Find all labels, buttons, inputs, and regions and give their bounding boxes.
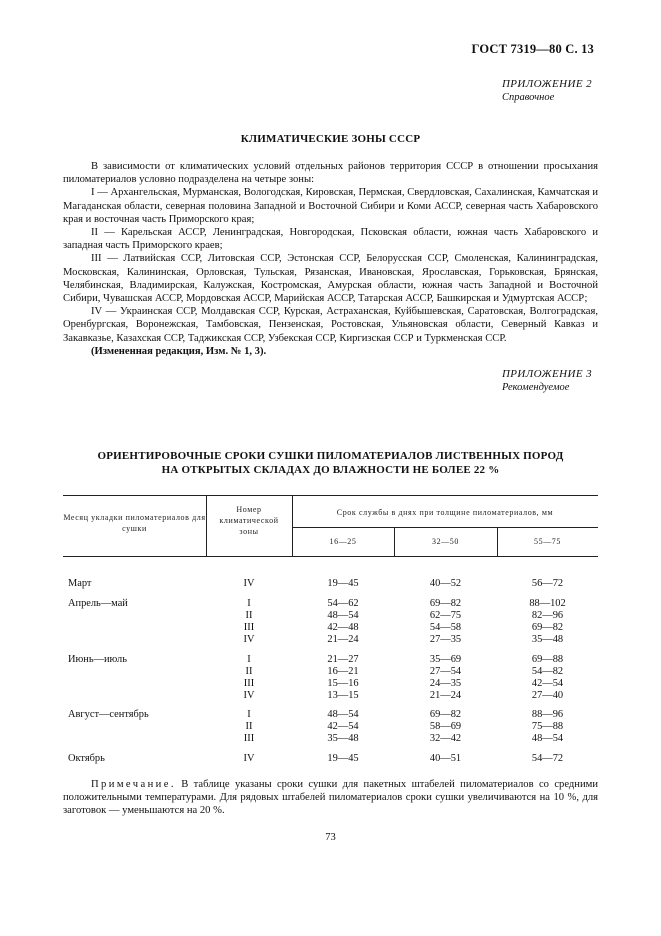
cell-value: 48—54	[531, 733, 564, 744]
cell-zone: I	[247, 598, 251, 609]
section-1-title: КЛИМАТИЧЕСКИЕ ЗОНЫ СССР	[240, 133, 421, 145]
column-header-thickness: 16—25	[329, 537, 357, 546]
table-note-paragraph	[63, 778, 598, 818]
section-1-paragraph: IV — Украинская ССР, Молдавская ССР, Курская, Астраханская, Куйбышевская, Саратовская, Волгоградская, Оренбургская, Воронежская, Тамбовская, Пензенская, Ростовская, Ульяновская области, Северный Кавказ и Закавказье, Казахская ССР, Таджикская ССР, Узбекская ССР, Киргизская ССР и Туркменская ССР.	[63, 306, 598, 344]
cell-month: Март	[68, 578, 92, 589]
table-title-line-2: НА ОТКРЫТЫХ СКЛАДАХ ДО ВЛАЖНОСТИ НЕ БОЛЕЕ 22 %	[161, 464, 500, 476]
table-title	[0, 449, 661, 477]
cell-zone: II	[245, 721, 253, 732]
cell-value: 35—48	[327, 733, 359, 744]
column-header-term: Срок службы в днях при толщине пиломатериалов, мм	[336, 508, 554, 517]
note-label: Примечание.	[91, 779, 176, 790]
cell-value: 32—42	[429, 733, 462, 744]
cell-value: 35—48	[531, 634, 564, 645]
cell-value: 16—21	[327, 666, 359, 677]
cell-value: 21—24	[327, 634, 359, 645]
appendix-3-subtitle: Рекомендуемое	[501, 382, 570, 393]
section-1-body	[63, 160, 598, 358]
cell-value: 40—52	[429, 578, 462, 589]
cell-value: 19—45	[327, 753, 359, 764]
cell-value: 82—96	[531, 610, 564, 621]
cell-zone: II	[245, 666, 253, 677]
column-header-month: Месяц укладки пиломатериалов для сушки	[63, 513, 206, 533]
cell-value: 42—54	[327, 721, 359, 732]
cell-value: 88—102	[529, 598, 566, 609]
cell-value: 24—35	[429, 678, 462, 689]
cell-value: 58—69	[429, 721, 462, 732]
cell-value: 42—54	[531, 678, 564, 689]
cell-value: 69—82	[531, 622, 564, 633]
cell-month: Октябрь	[68, 753, 105, 764]
page-header: ГОСТ 7319—80 С. 13	[471, 42, 594, 56]
cell-value: 19—45	[327, 578, 359, 589]
appendix-2-subtitle: Справочное	[501, 92, 555, 103]
appendix-3-title: ПРИЛОЖЕНИЕ 3	[501, 368, 592, 380]
cell-zone: IV	[243, 753, 255, 764]
cell-value: 21—27	[327, 654, 359, 665]
column-header-thickness: 32—50	[432, 537, 459, 546]
cell-value: 62—75	[429, 610, 462, 621]
cell-value: 54—62	[327, 598, 359, 609]
cell-zone: II	[245, 610, 253, 621]
cell-value: 75—88	[531, 721, 564, 732]
cell-value: 56—72	[531, 578, 564, 589]
table-top-rule	[63, 495, 598, 496]
cell-month: Апрель—май	[68, 598, 128, 609]
cell-value: 88—96	[531, 709, 564, 720]
table-header-bottom-rule	[63, 556, 598, 557]
column-header-zone: Номер климатической зоны	[219, 505, 279, 536]
section-1-paragraph: III — Латвийская ССР, Литовская ССР, Эстонская ССР, Белорусская ССР, Смоленская, Калининградская, Московская, Калининская, Орловская, Тульская, Рязанская, Ивановская, Ярославская, Горьковская, Брянская, Челябинская, Владимирская, Калужская, Костромская, Амурская области, южная часть Западной и Восточной Сибири, Чувашская АССР, Мордовская АССР, Марийская АССР, Татарская АССР, Башкирская и Удмуртская АССР;	[63, 253, 598, 305]
appendix-2-label	[502, 77, 592, 105]
cell-value: 69—82	[429, 709, 462, 720]
cell-value: 27—54	[429, 666, 462, 677]
table-subheader-rule	[292, 527, 598, 528]
cell-value: 54—58	[429, 622, 462, 633]
column-header-thickness: 55—75	[534, 537, 561, 546]
cell-value: 21—24	[429, 690, 462, 701]
cell-value: 27—40	[531, 690, 564, 701]
cell-zone: III	[243, 622, 255, 633]
cell-month: Август—сентябрь	[68, 709, 149, 720]
cell-zone: I	[247, 654, 251, 665]
cell-value: 40—51	[429, 753, 462, 764]
drying-times-table	[63, 495, 598, 770]
cell-value: 54—82	[531, 666, 564, 677]
cell-value: 35—69	[429, 654, 462, 665]
cell-zone: I	[247, 709, 251, 720]
table-title-line-1: ОРИЕНТИРОВОЧНЫЕ СРОКИ СУШКИ ПИЛОМАТЕРИАЛОВ ЛИСТВЕННЫХ ПОРОД	[97, 450, 564, 462]
cell-value: 69—88	[531, 654, 564, 665]
cell-zone: IV	[243, 634, 255, 645]
cell-value: 15—16	[327, 678, 359, 689]
cell-zone: III	[243, 678, 255, 689]
section-1-paragraph: II — Карельская АССР, Ленинградская, Новгородская, Псковская области, южная часть Хабаровского и западная часть Приморского краев;	[63, 227, 598, 252]
cell-month: Июнь—июль	[68, 654, 127, 665]
section-1-change-note: (Измененная редакция, Изм. № 1, 3).	[91, 345, 267, 357]
cell-value: 13—15	[327, 690, 359, 701]
cell-value: 69—82	[429, 598, 462, 609]
cell-value: 42—48	[327, 622, 359, 633]
note-text: В таблице указаны сроки сушки для пакетных штабелей пиломатериалов со средними положительными температурами. Для рядовых штабелей пиломатериалов сроки сушки увеличиваются на 10 %, для заготовок — уменьшаются на 20 %.	[63, 779, 598, 817]
appendix-3-label	[502, 367, 592, 395]
cell-value: 48—54	[327, 610, 359, 621]
page-number: 73	[325, 832, 336, 843]
cell-value: 48—54	[327, 709, 359, 720]
cell-zone: III	[243, 733, 255, 744]
table-note	[63, 778, 598, 818]
cell-value: 54—72	[531, 753, 564, 764]
cell-value: 27—35	[429, 634, 462, 645]
appendix-2-title: ПРИЛОЖЕНИЕ 2	[501, 78, 592, 90]
section-1-paragraph: I — Архангельская, Мурманская, Вологодская, Кировская, Пермская, Свердловская, Сахалинская, Камчатская и Магаданская области, северная половина Западной и Восточной Сибири и Коми АССР, северная часть Хабаровского края и восточная часть Приморского края;	[63, 187, 598, 225]
cell-zone: IV	[243, 690, 255, 701]
section-1-paragraph: В зависимости от климатических условий отдельных районов территория СССР в отношении просыхания пиломатериалов условно подразделена на четыре зоны:	[63, 161, 598, 186]
cell-zone: IV	[243, 578, 255, 589]
